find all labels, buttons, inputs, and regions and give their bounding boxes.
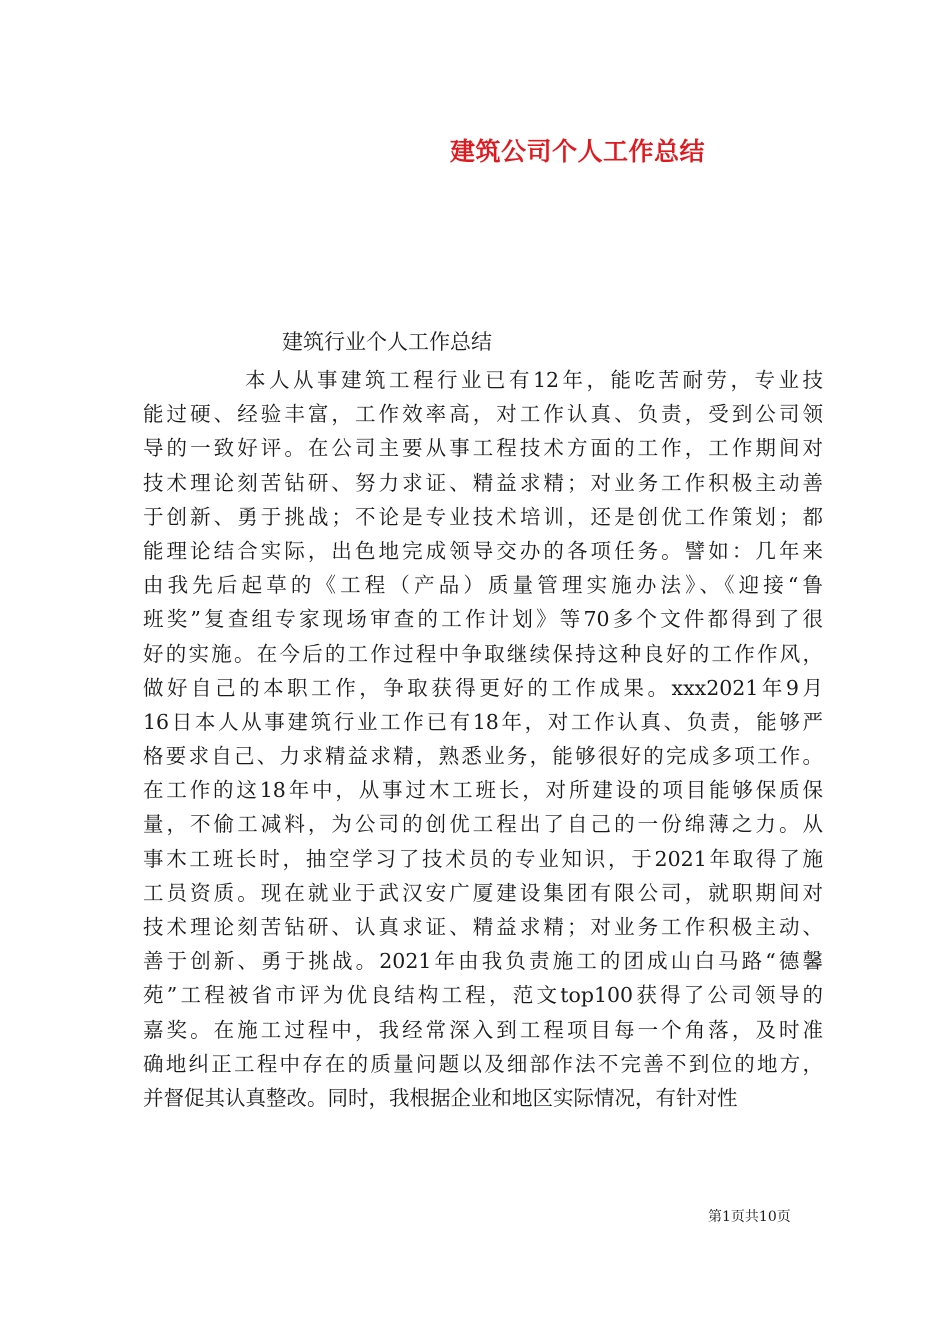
body-line: 于创新、勇于挑战；不论是专业技术培训，还是创优工作策划；都 — [143, 504, 823, 529]
body-line: 由我先后起草的《工程（产品）质量管理实施办法》、《迎接“鲁 — [143, 573, 823, 598]
body-line: 确地纠正工程中存在的质量问题以及细部作法不完善不到位的地方， — [143, 1051, 823, 1076]
body-line: 导的一致好评。在公司主要从事工程技术方面的工作，工作期间对 — [143, 436, 823, 461]
body-line: 技术理论刻苦钻研、努力求证、精益求精；对业务工作积极主动善 — [143, 470, 823, 495]
body-line: 好的实施。在今后的工作过程中争取继续保持这种良好的工作作风， — [143, 641, 823, 666]
body-line: 工员资质。现在就业于武汉安广厦建设集团有限公司，就职期间对 — [143, 880, 823, 905]
body-line: 在工作的这18年中，从事过木工班长，对所建设的项目能够保质保 — [143, 778, 823, 803]
document-title: 建筑公司个人工作总结 — [450, 137, 706, 166]
document-subtitle: 建筑行业个人工作总结 — [282, 330, 492, 354]
body-line: 并督促其认真整改。同时，我根据企业和地区实际情况，有针对性 — [143, 1085, 738, 1110]
body-line: 班奖”复查组专家现场审查的工作计划》等70多个文件都得到了很 — [143, 607, 823, 632]
document-body — [143, 363, 823, 1115]
body-line: 能过硬、经验丰富，工作效率高，对工作认真、负责，受到公司领 — [143, 402, 823, 427]
body-line: 事木工班长时，抽空学习了技术员的专业知识，于2021年取得了施 — [143, 846, 823, 871]
body-line: 做好自己的本职工作，争取获得更好的工作成果。xxx2021年9月 — [143, 675, 823, 700]
body-line: 格要求自己、力求精益求精，熟悉业务，能够很好的完成多项工作。 — [143, 744, 823, 769]
body-line: 苑”工程被省市评为优良结构工程，范文top100获得了公司领导的 — [143, 983, 823, 1008]
body-line: 能理论结合实际，出色地完成领导交办的各项任务。譬如：几年来 — [143, 538, 823, 563]
page-number-footer: 第1页共10页 — [708, 1209, 791, 1225]
body-line: 本人从事建筑工程行业已有12年，能吃苦耐劳，专业技 — [245, 368, 823, 392]
body-line: 16日本人从事建筑行业工作已有18年，对工作认真、负责，能够严 — [143, 709, 823, 734]
body-line: 善于创新、勇于挑战。2021年由我负责施工的团成山白马路“德馨 — [143, 949, 823, 974]
body-line: 量，不偷工减料，为公司的创优工程出了自己的一份绵薄之力。从 — [143, 812, 823, 837]
body-line: 技术理论刻苦钻研、认真求证、精益求精；对业务工作积极主动、 — [143, 915, 823, 939]
body-line: 嘉奖。在施工过程中，我经常深入到工程项目每一个角落，及时准 — [143, 1017, 823, 1042]
